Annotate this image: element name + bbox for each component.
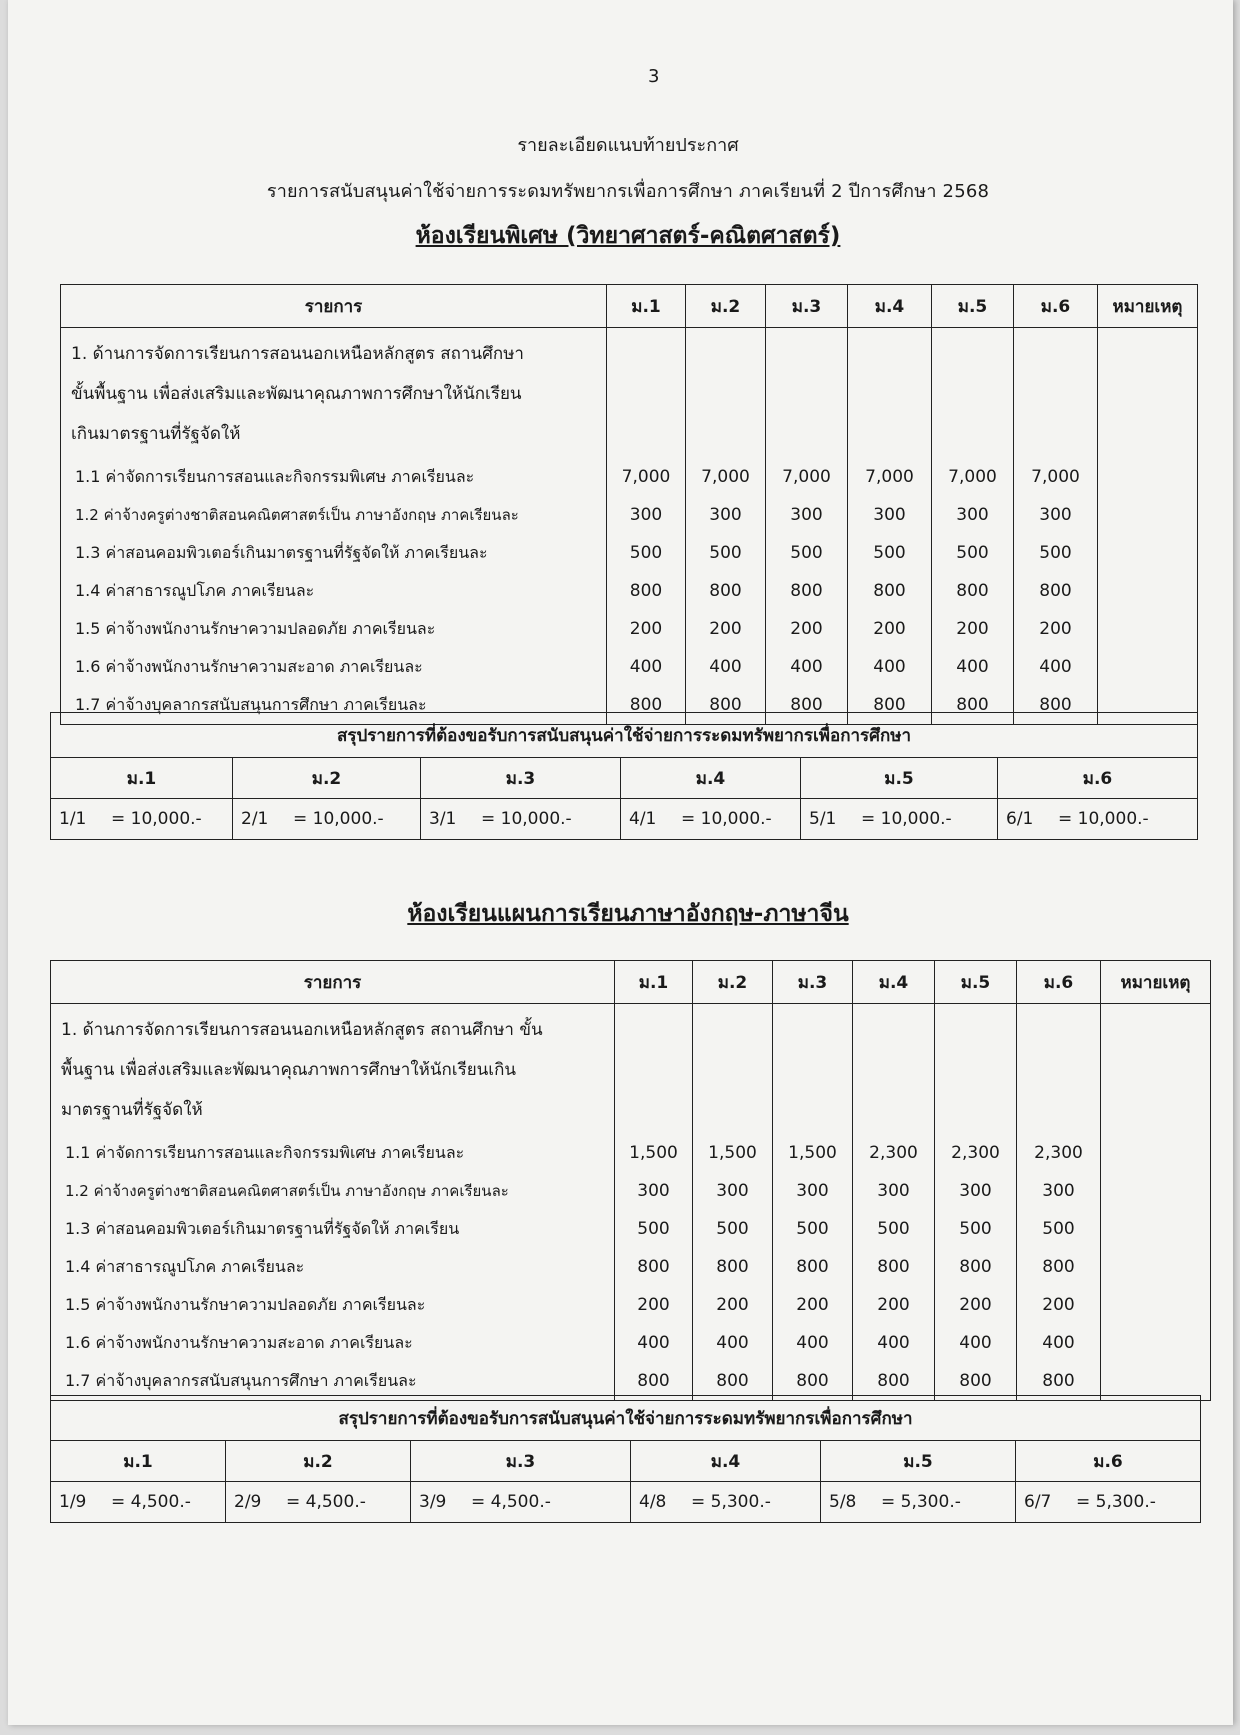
category-heading-row xyxy=(61,328,1198,459)
value-cell: 500 xyxy=(1014,534,1098,572)
value-cell: 2,300 xyxy=(935,1134,1017,1172)
category-heading-line: พื้นฐาน เพื่อส่งเสริมและพัฒนาคุณภาพการศึกษาให้นักเรียนเกิน xyxy=(61,1060,517,1080)
value-cell: 800 xyxy=(693,1248,773,1286)
value-cell: 800 xyxy=(766,686,848,725)
summary-amount-row xyxy=(51,1482,1201,1523)
item-label: 1.3 ค่าสอนคอมพิวเตอร์เกินมาตรฐานที่รัฐจัดให้ ภาคเรียนละ xyxy=(61,534,607,572)
column-header-remark: หมายเหตุ xyxy=(1098,285,1198,328)
classroom-number: 3/1 xyxy=(429,809,457,829)
summary-grade-header: ม.3 xyxy=(421,758,621,799)
summary-title: สรุปรายการที่ต้องขอรับการสนับสนุนค่าใช้จ่ายการระดมทรัพยากรเพื่อการศึกษา xyxy=(51,713,1198,758)
document-page xyxy=(8,0,1233,1725)
value-cell: 1,500 xyxy=(773,1134,853,1172)
item-label: 1.5 ค่าจ้างพนักงานรักษาความปลอดภัย ภาคเรียนละ xyxy=(51,1286,615,1324)
item-label: 1.5 ค่าจ้างพนักงานรักษาความปลอดภัย ภาคเรียนละ xyxy=(61,610,607,648)
value-cell: 7,000 xyxy=(848,458,932,496)
column-header-m2: ม.2 xyxy=(686,285,766,328)
value-cell: 300 xyxy=(1014,496,1098,534)
value-cell: 500 xyxy=(1017,1210,1101,1248)
value-cell: 7,000 xyxy=(766,458,848,496)
classroom-number: 6/7 xyxy=(1024,1492,1052,1512)
summary-cell xyxy=(621,799,801,840)
column-header-m5: ม.5 xyxy=(932,285,1014,328)
value-cell: 800 xyxy=(1017,1362,1101,1401)
item-label: 1.2 ค่าจ้างครูต่างชาติสอนคณิตศาสตร์เป็น ภาษาอังกฤษ ภาคเรียนละ xyxy=(61,496,607,534)
column-header-m3: ม.3 xyxy=(773,961,853,1004)
value-cell: 800 xyxy=(1017,1248,1101,1286)
value-cell: 800 xyxy=(853,1362,935,1401)
remark-cell xyxy=(1098,328,1198,725)
value-cell: 800 xyxy=(615,1362,693,1401)
summary-amount: = 5,300.- xyxy=(1076,1492,1156,1512)
value-cell: 500 xyxy=(766,534,848,572)
summary-amount-row xyxy=(51,799,1198,840)
value-cell: 7,000 xyxy=(686,458,766,496)
classroom-number: 4/1 xyxy=(629,809,657,829)
value-cell: 200 xyxy=(1014,610,1098,648)
value-cell: 800 xyxy=(686,572,766,610)
table-header-row xyxy=(51,961,1211,1004)
value-cell: 500 xyxy=(848,534,932,572)
document-subtitle: รายการสนับสนุนค่าใช้จ่ายการระดมทรัพยากรเพื่อการศึกษา ภาคเรียนที่ 2 ปีการศึกษา 2568 xyxy=(266,181,990,202)
value-cell: 500 xyxy=(693,1210,773,1248)
table-header-row xyxy=(61,285,1198,328)
summary-grade-header: ม.6 xyxy=(998,758,1198,799)
summary-amount: = 10,000.- xyxy=(1058,809,1149,829)
value-cell: 800 xyxy=(1014,686,1098,725)
value-cell: 800 xyxy=(766,572,848,610)
summary-table-science-math xyxy=(50,712,1198,840)
column-header-m6: ม.6 xyxy=(1014,285,1098,328)
value-cell: 200 xyxy=(686,610,766,648)
summary-amount: = 4,500.- xyxy=(286,1492,366,1512)
value-cell: 200 xyxy=(935,1286,1017,1324)
table-row xyxy=(51,1286,1211,1324)
column-header-item: รายการ xyxy=(61,285,607,328)
item-label: 1.4 ค่าสาธารณูปโภค ภาคเรียนละ xyxy=(51,1248,615,1286)
item-label: 1.3 ค่าสอนคอมพิวเตอร์เกินมาตรฐานที่รัฐจัดให้ ภาคเรียน xyxy=(51,1210,615,1248)
value-cell: 7,000 xyxy=(1014,458,1098,496)
column-header-remark: หมายเหตุ xyxy=(1101,961,1211,1004)
value-cell: 800 xyxy=(932,572,1014,610)
value-cell: 800 xyxy=(935,1362,1017,1401)
table-row xyxy=(61,496,1198,534)
summary-amount: = 10,000.- xyxy=(111,809,202,829)
summary-title: สรุปรายการที่ต้องขอรับการสนับสนุนค่าใช้จ่ายการระดมทรัพยากรเพื่อการศึกษา xyxy=(51,1396,1201,1441)
value-cell: 200 xyxy=(853,1286,935,1324)
value-cell: 300 xyxy=(935,1172,1017,1210)
value-cell: 1,500 xyxy=(693,1134,773,1172)
value-cell: 800 xyxy=(773,1248,853,1286)
value-cell: 800 xyxy=(693,1362,773,1401)
value-cell: 400 xyxy=(766,648,848,686)
value-cell: 1,500 xyxy=(615,1134,693,1172)
value-cell: 500 xyxy=(853,1210,935,1248)
value-cell: 400 xyxy=(686,648,766,686)
value-cell: 800 xyxy=(773,1362,853,1401)
table-row xyxy=(51,1210,1211,1248)
value-cell: 500 xyxy=(773,1210,853,1248)
summary-amount: = 10,000.- xyxy=(293,809,384,829)
value-cell: 300 xyxy=(693,1172,773,1210)
column-header-m6: ม.6 xyxy=(1017,961,1101,1004)
value-cell: 800 xyxy=(607,572,686,610)
summary-amount: = 10,000.- xyxy=(481,809,572,829)
value-cell: 500 xyxy=(935,1210,1017,1248)
value-cell: 400 xyxy=(1014,648,1098,686)
table-row xyxy=(61,534,1198,572)
value-cell: 300 xyxy=(853,1172,935,1210)
table-row xyxy=(51,1172,1211,1210)
remark-cell xyxy=(1101,1004,1211,1401)
summary-cell xyxy=(233,799,421,840)
category-heading-row xyxy=(51,1004,1211,1135)
value-cell: 800 xyxy=(853,1248,935,1286)
item-label: 1.7 ค่าจ้างบุคลากรสนับสนุนการศึกษา ภาคเรียนละ xyxy=(51,1362,615,1401)
table-row xyxy=(51,1248,1211,1286)
value-cell: 300 xyxy=(766,496,848,534)
classroom-number: 2/9 xyxy=(234,1492,262,1512)
item-label: 1.1 ค่าจัดการเรียนการสอนและกิจกรรมพิเศษ ภาคเรียนละ xyxy=(51,1134,615,1172)
value-cell: 2,300 xyxy=(1017,1134,1101,1172)
summary-amount: = 10,000.- xyxy=(861,809,952,829)
summary-grade-header: ม.2 xyxy=(226,1441,411,1482)
table-row xyxy=(51,1134,1211,1172)
column-header-m5: ม.5 xyxy=(935,961,1017,1004)
item-label: 1.1 ค่าจัดการเรียนการสอนและกิจกรรมพิเศษ ภาคเรียนละ xyxy=(61,458,607,496)
column-header-m1: ม.1 xyxy=(607,285,686,328)
category-heading-line: เกินมาตรฐานที่รัฐจัดให้ xyxy=(71,424,241,444)
value-cell: 200 xyxy=(848,610,932,648)
value-cell: 200 xyxy=(773,1286,853,1324)
value-cell: 200 xyxy=(932,610,1014,648)
page-number: 3 xyxy=(648,66,660,87)
summary-grade-header: ม.4 xyxy=(631,1441,821,1482)
summary-cell xyxy=(421,799,621,840)
category-heading-line: 1. ด้านการจัดการเรียนการสอนนอกเหนือหลักสูตร สถานศึกษา ขั้น xyxy=(61,1020,543,1040)
value-cell: 200 xyxy=(607,610,686,648)
summary-grade-row xyxy=(51,1441,1201,1482)
classroom-number: 1/9 xyxy=(59,1492,87,1512)
value-cell: 300 xyxy=(686,496,766,534)
table-row xyxy=(61,572,1198,610)
summary-amount: = 5,300.- xyxy=(881,1492,961,1512)
summary-grade-row xyxy=(51,758,1198,799)
value-cell: 400 xyxy=(773,1324,853,1362)
value-cell: 400 xyxy=(935,1324,1017,1362)
value-cell: 800 xyxy=(848,686,932,725)
section-title-english-chinese: ห้องเรียนแผนการเรียนภาษาอังกฤษ-ภาษาจีน xyxy=(407,901,849,927)
summary-amount: = 10,000.- xyxy=(681,809,772,829)
category-heading-line: มาตรฐานที่รัฐจัดให้ xyxy=(61,1100,203,1120)
classroom-number: 5/1 xyxy=(809,809,837,829)
item-label: 1.2 ค่าจ้างครูต่างชาติสอนคณิตศาสตร์เป็น ภาษาอังกฤษ ภาคเรียนละ xyxy=(51,1172,615,1210)
classroom-number: 3/9 xyxy=(419,1492,447,1512)
table-row xyxy=(61,458,1198,496)
column-header-m4: ม.4 xyxy=(853,961,935,1004)
category-heading-line: 1. ด้านการจัดการเรียนการสอนนอกเหนือหลักสูตร สถานศึกษา xyxy=(71,344,524,364)
column-header-m4: ม.4 xyxy=(848,285,932,328)
summary-cell xyxy=(411,1482,631,1523)
value-cell: 300 xyxy=(848,496,932,534)
value-cell: 400 xyxy=(848,648,932,686)
value-cell: 400 xyxy=(1017,1324,1101,1362)
summary-grade-header: ม.2 xyxy=(233,758,421,799)
summary-grade-header: ม.1 xyxy=(51,1441,226,1482)
classroom-number: 4/8 xyxy=(639,1492,667,1512)
value-cell: 300 xyxy=(932,496,1014,534)
summary-table-english-chinese xyxy=(50,1395,1201,1523)
category-heading-line: ขั้นพื้นฐาน เพื่อส่งเสริมและพัฒนาคุณภาพการศึกษาให้นักเรียน xyxy=(71,384,522,404)
summary-grade-header: ม.5 xyxy=(801,758,998,799)
classroom-number: 6/1 xyxy=(1006,809,1034,829)
summary-amount: = 4,500.- xyxy=(111,1492,191,1512)
value-cell: 800 xyxy=(932,686,1014,725)
summary-amount: = 4,500.- xyxy=(471,1492,551,1512)
budget-table-english-chinese xyxy=(50,960,1211,1401)
value-cell: 200 xyxy=(615,1286,693,1324)
category-heading xyxy=(61,328,607,459)
value-cell: 300 xyxy=(607,496,686,534)
value-cell: 500 xyxy=(615,1210,693,1248)
value-cell: 800 xyxy=(1014,572,1098,610)
table-row xyxy=(51,1324,1211,1362)
value-cell: 800 xyxy=(848,572,932,610)
annex-heading: รายละเอียดแนบท้ายประกาศ xyxy=(517,135,739,156)
column-header-item: รายการ xyxy=(51,961,615,1004)
value-cell: 400 xyxy=(932,648,1014,686)
summary-cell xyxy=(998,799,1198,840)
value-cell: 800 xyxy=(615,1248,693,1286)
summary-cell xyxy=(631,1482,821,1523)
value-cell: 2,300 xyxy=(853,1134,935,1172)
value-cell: 300 xyxy=(773,1172,853,1210)
item-label: 1.4 ค่าสาธารณูปโภค ภาคเรียนละ xyxy=(61,572,607,610)
summary-grade-header: ม.6 xyxy=(1016,1441,1201,1482)
table-row xyxy=(61,648,1198,686)
item-label: 1.6 ค่าจ้างพนักงานรักษาความสะอาด ภาคเรียนละ xyxy=(61,648,607,686)
column-header-m2: ม.2 xyxy=(693,961,773,1004)
summary-grade-header: ม.5 xyxy=(821,1441,1016,1482)
summary-cell xyxy=(226,1482,411,1523)
value-cell: 400 xyxy=(853,1324,935,1362)
summary-cell xyxy=(1016,1482,1201,1523)
item-label: 1.7 ค่าจ้างบุคลากรสนับสนุนการศึกษา ภาคเรียนละ xyxy=(61,686,607,725)
classroom-number: 5/8 xyxy=(829,1492,857,1512)
value-cell: 400 xyxy=(693,1324,773,1362)
table-row xyxy=(61,610,1198,648)
value-cell: 400 xyxy=(615,1324,693,1362)
summary-grade-header: ม.4 xyxy=(621,758,801,799)
budget-table-science-math xyxy=(60,284,1198,725)
category-heading xyxy=(51,1004,615,1135)
value-cell: 800 xyxy=(935,1248,1017,1286)
classroom-number: 2/1 xyxy=(241,809,269,829)
value-cell: 500 xyxy=(686,534,766,572)
summary-amount: = 5,300.- xyxy=(691,1492,771,1512)
item-label: 1.6 ค่าจ้างพนักงานรักษาความสะอาด ภาคเรียนละ xyxy=(51,1324,615,1362)
summary-cell xyxy=(821,1482,1016,1523)
value-cell: 400 xyxy=(607,648,686,686)
column-header-m1: ม.1 xyxy=(615,961,693,1004)
summary-grade-header: ม.3 xyxy=(411,1441,631,1482)
summary-cell xyxy=(51,1482,226,1523)
value-cell: 7,000 xyxy=(607,458,686,496)
summary-cell xyxy=(51,799,233,840)
value-cell: 7,000 xyxy=(932,458,1014,496)
value-cell: 800 xyxy=(686,686,766,725)
summary-grade-header: ม.1 xyxy=(51,758,233,799)
classroom-number: 1/1 xyxy=(59,809,87,829)
value-cell: 500 xyxy=(932,534,1014,572)
value-cell: 300 xyxy=(1017,1172,1101,1210)
value-cell: 800 xyxy=(607,686,686,725)
value-cell: 200 xyxy=(1017,1286,1101,1324)
summary-cell xyxy=(801,799,998,840)
column-header-m3: ม.3 xyxy=(766,285,848,328)
section-title-science-math: ห้องเรียนพิเศษ (วิทยาศาสตร์-คณิตศาสตร์) xyxy=(415,223,841,249)
value-cell: 200 xyxy=(693,1286,773,1324)
value-cell: 200 xyxy=(766,610,848,648)
value-cell: 300 xyxy=(615,1172,693,1210)
value-cell: 500 xyxy=(607,534,686,572)
